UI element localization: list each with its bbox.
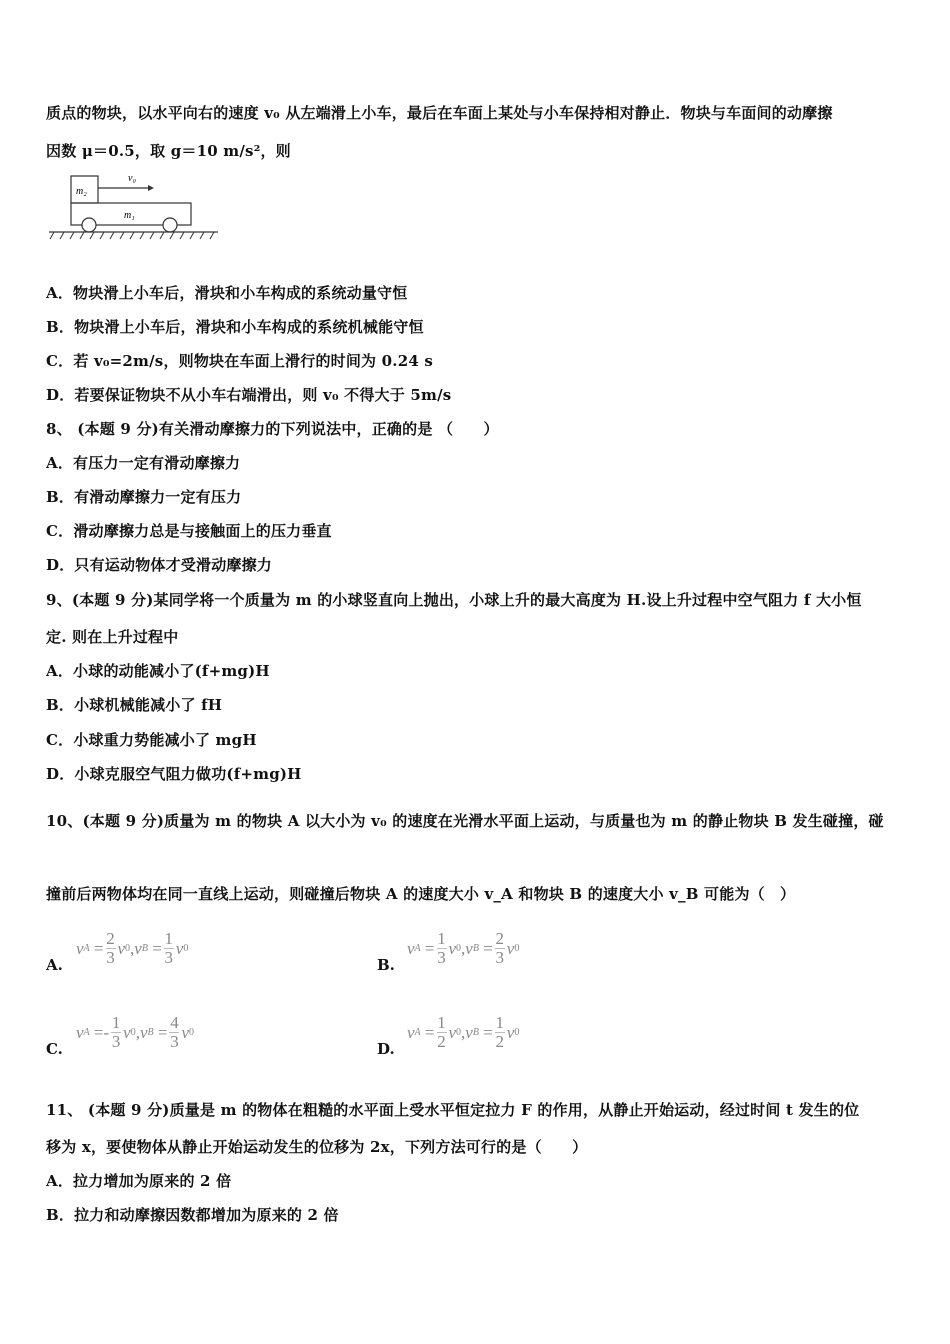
wheel-right: [163, 218, 177, 232]
q8-option-b: B．有滑动摩擦力一定有压力: [46, 488, 242, 506]
q8-stem: 8、 (本题 9 分)有关滑动摩擦力的下列说法中，正确的是 （ ）: [46, 420, 499, 438]
q9-option-a: A．小球的动能减小了(f+mg)H: [46, 662, 270, 680]
q10-option-c-formula: v A = - $\frac{1}{3}$ v 0 , v B = $\frac{4}{3}$ v 0: [76, 1013, 195, 1051]
q10-option-a-label: A.: [46, 956, 63, 974]
label-m2: m₂: [76, 186, 87, 197]
q10-stem-line1: 10、(本题 9 分)质量为 m 的物块 A 以大小为 v₀ 的速度在光滑水平面上运动，与质量也为 m 的静止物块 B 发生碰撞，碰: [46, 812, 884, 830]
q11-stem-line2: 移为 x，要使物体从静止开始运动发生的位移为 2x，下列方法可行的是（ ）: [46, 1138, 588, 1156]
q10-option-c-label: C.: [46, 1040, 63, 1058]
label-v0: v₀: [128, 173, 136, 184]
q8-option-a: A．有压力一定有滑动摩擦力: [46, 454, 241, 472]
wheel-left: [82, 218, 96, 232]
q9-stem-line1: 9、(本题 9 分)某同学将一个质量为 m 的小球竖直向上抛出，小球上升的最大高度为 H.设上升过程中空气阻力 f 大小恒: [46, 591, 862, 609]
q7-stem-line1: 质点的物块，以水平向右的速度 v₀ 从左端滑上小车，最后在车面上某处与小车保持相对静止．物块与车面间的动摩擦: [46, 104, 833, 122]
q10-option-a-formula: v A = $\frac{2}{3}$ v 0 , v B = $\frac{1}{3}$ v 0: [76, 929, 189, 967]
q8-option-c: C．滑动摩擦力总是与接触面上的压力垂直: [46, 522, 332, 540]
q10-option-d-label: D.: [377, 1040, 395, 1058]
q11-stem-line1: 11、 (本题 9 分)质量是 m 的物体在粗糙的水平面上受水平恒定拉力 F 的作用，从静止开始运动，经过时间 t 发生的位: [46, 1101, 860, 1119]
arrow-head: [148, 185, 154, 191]
cart-diagram: [46, 168, 221, 243]
q9-option-b: B．小球机械能减小了 fH: [46, 696, 223, 714]
q7-option-a: A．物块滑上小车后，滑块和小车构成的系统动量守恒: [46, 284, 408, 302]
label-m1: m₁: [124, 210, 135, 221]
q7-option-b: B．物块滑上小车后，滑块和小车构成的系统机械能守恒: [46, 318, 424, 336]
q11-option-a: A．拉力增加为原来的 2 倍: [46, 1172, 232, 1190]
q8-option-d: D．只有运动物体才受滑动摩擦力: [46, 556, 273, 574]
q11-option-b: B．拉力和动摩擦因数都增加为原来的 2 倍: [46, 1206, 339, 1224]
q9-option-c: C．小球重力势能减小了 mgH: [46, 731, 257, 749]
q10-option-b-label: B.: [377, 956, 395, 974]
q10-stem-line2: 撞前后两物体均在同一直线上运动，则碰撞后物块 A 的速度大小 v_A 和物块 B 的速度大小 v_B 可能为（ ）: [46, 885, 796, 903]
q10-option-b-formula: v A = $\frac{1}{3}$ v 0 , v B = $\frac{2}{3}$ v 0: [407, 929, 520, 967]
q9-stem-line2: 定. 则在上升过程中: [46, 628, 179, 646]
q7-option-d: D．若要保证物块不从小车右端滑出，则 v₀ 不得大于 5m/s: [46, 386, 452, 404]
q9-option-d: D．小球克服空气阻力做功(f+mg)H: [46, 765, 302, 783]
q10-option-d-formula: v A = $\frac{1}{2}$ v 0 , v B = $\frac{1}{2}$ v 0: [407, 1013, 520, 1051]
q7-stem-line2: 因数 μ＝0.5，取 g＝10 m/s²，则: [46, 142, 291, 160]
q7-option-c: C．若 v₀=2m/s，则物块在车面上滑行的时间为 0.24 s: [46, 352, 434, 370]
